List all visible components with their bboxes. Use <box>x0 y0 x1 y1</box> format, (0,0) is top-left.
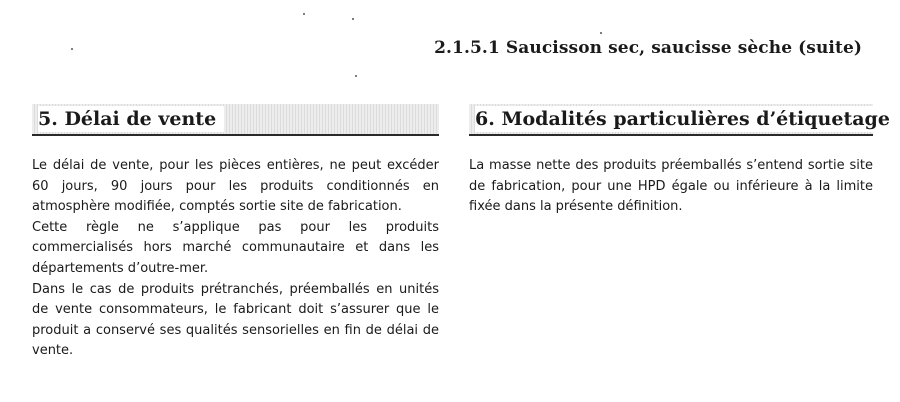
section-heading: 5. Délai de vente <box>38 106 224 132</box>
section-body <box>469 156 873 218</box>
section-heading: 6. Modalités particulières d’étiquetage <box>475 106 898 132</box>
scan-speck <box>71 48 73 50</box>
section-heading-bar <box>469 104 890 136</box>
section-delai-de-vente <box>32 104 439 362</box>
section-modalites-etiquetage <box>469 104 890 218</box>
paragraph: Dans le cas de produits prétranchés, préemballés en unités de vente consommateurs, le fabricant doit s’assurer que le produit a conservé ses qualités sensorielles en fin de délai de vente. <box>32 281 439 359</box>
running-head: 2.1.5.1 Saucisson sec, saucisse sèche (suite) <box>434 38 862 58</box>
scan-speck <box>352 18 354 20</box>
scan-speck <box>355 75 357 77</box>
paragraph: La masse nette des produits préemballés s’entend sortie site de fabrication, pour une HPD égale ou inférieure à la limite fixée dans la présente définition. <box>469 158 873 215</box>
scan-speck <box>600 32 602 34</box>
section-heading-bar <box>32 104 439 136</box>
scan-speck <box>303 13 305 15</box>
section-body <box>32 156 439 362</box>
paragraph: Le délai de vente, pour les pièces entières, ne peut excéder 60 jours, 90 jours pour les produits conditionnés en atmosphère modifiée, comptés sortie site de fabrication. <box>32 158 439 215</box>
paragraph: Cette règle ne s’applique pas pour les produits commercialisés hors marché communautaire et dans les départements d’outre-mer. <box>32 219 439 276</box>
